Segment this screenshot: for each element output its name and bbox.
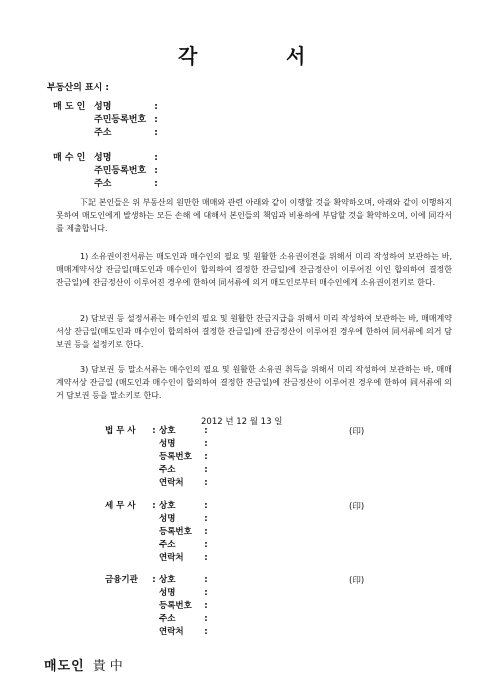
signer-3-contact-label: 연락처 xyxy=(159,627,184,637)
buyer-address-label: 주소 xyxy=(94,179,112,189)
buyer-block xyxy=(53,152,160,191)
signer-3-reg-label: 등록번호 xyxy=(159,601,192,611)
signer-2-role: 세 무 사 xyxy=(105,501,136,511)
seller-address-label: 주소 xyxy=(94,128,112,138)
clause-2-paragraph: 2) 담보권 등 설정서류는 매수인의 필요 및 원활한 잔금지급을 위해서 미리 작성하여 보관하는 바, 매매계약서상 잔금일(매도인과 매수인이 합의하여 결정한 잔금일)에 잔금정산이 이루어진 경우에 한하여 同서류에 의거 담보권 등을 설정키로 한다. xyxy=(56,314,452,349)
signer-1-contact-label: 연락처 xyxy=(159,478,184,488)
signer-block-2: 세 무 사 : 상호 : 성명 : 등록번호 : 주소 : 연락처 : xyxy=(105,501,208,563)
buyer-address-colon: : xyxy=(154,179,158,189)
seller-name-colon: : xyxy=(154,102,158,112)
signer-3-role: 금융기관 xyxy=(105,575,138,585)
signer-3-name-label: 성명 xyxy=(159,588,176,598)
buyer-name-label: 성명 xyxy=(94,153,112,163)
seller-name-label: 성명 xyxy=(94,102,112,112)
title-part-1: 각 xyxy=(178,44,200,68)
seller-address-colon: : xyxy=(154,128,158,138)
property-label: 부동산의 표시 : xyxy=(47,83,110,93)
signer-1-reg-label: 등록번호 xyxy=(159,452,192,462)
signer-2-seal: (印) xyxy=(349,502,365,512)
seller-id-label: 주민등록번호 xyxy=(94,115,147,125)
signer-3-company-label: 상호 xyxy=(159,575,176,585)
signer-2-name-label: 성명 xyxy=(159,514,176,524)
signer-3-address-label: 주소 xyxy=(159,614,176,624)
signer-1-name-label: 성명 xyxy=(159,439,176,449)
buyer-role: 매 수 인 xyxy=(53,153,86,163)
buyer-name-colon: : xyxy=(154,153,158,163)
signer-1-address-label: 주소 xyxy=(159,465,176,475)
seller-id-colon: : xyxy=(154,115,158,125)
signer-1-seal: (印) xyxy=(349,427,365,437)
signer-2-address-label: 주소 xyxy=(159,540,176,550)
signer-3-seal: (印) xyxy=(349,576,365,586)
signer-block-3: 금융기관 : 상호 : 성명 : 등록번호 : 주소 : 연락처 : xyxy=(105,575,208,637)
footer-honorific: 貴中 xyxy=(92,659,127,674)
intro-paragraph: 下記 본인들은 위 부동산의 원만한 매매와 관련 아래와 같이 이행할 것을 확약하오며, 아래와 같이 이행하지 못하여 매도인에게 발생하는 모든 손해 에 대해서 본인들의 책임과 비용하에 부담할 것을 확약하오며, 이에 同각서를 제출합니다. xyxy=(56,198,452,233)
seller-block xyxy=(53,101,160,140)
document-date: 2012 년 12 월 13 일 xyxy=(201,417,283,427)
clause-1-paragraph: 1) 소유권이전서류는 매도인과 매수인의 필요 및 원활한 소유권이전을 위해서 미리 작성하여 보관하는 바, 매매계약서상 잔금일(매도인과 매수인이 합의하여 결정한 잔금일)에 잔금정산이 이루어진 이인 합의하여 결정한 잔금일)에 잔금정산이 이루어진 경우에 한하여 同서류에 의거 매도인로부터 매수인에게 소유권이전키로 한다. xyxy=(56,252,452,287)
signer-block-1: 법 무 사 : 상호 : 성명 : 등록번호 : 주소 : 연락처 : xyxy=(105,426,208,488)
signer-2-contact-label: 연락처 xyxy=(159,553,184,563)
signer-2-reg-label: 등록번호 xyxy=(159,527,192,537)
footer-addressee-name: 매도인 xyxy=(44,659,85,674)
title-part-2: 서 xyxy=(286,44,308,68)
signer-1-company-label: 상호 xyxy=(159,426,176,436)
clause-3-paragraph: 3) 담보권 등 말소서류는 매수인의 필요 및 원활한 소유권 취득을 위해서 미리 작성하여 보관하는 바, 매매계약서상 잔금일 (매도인과 매수인이 합의하여 결정한 잔금일)에 잔금정산이 이루어진 경우에 한하여 同서류에 의거 담보권 등을 말소키로 한다. xyxy=(56,365,452,400)
signer-1-role: 법 무 사 xyxy=(105,426,136,436)
footer-addressee xyxy=(44,655,127,674)
signer-2-company-label: 상호 xyxy=(159,501,176,511)
buyer-id-label: 주민등록번호 xyxy=(94,166,147,176)
seller-role: 매 도 인 xyxy=(53,102,86,112)
buyer-id-colon: : xyxy=(154,166,158,176)
